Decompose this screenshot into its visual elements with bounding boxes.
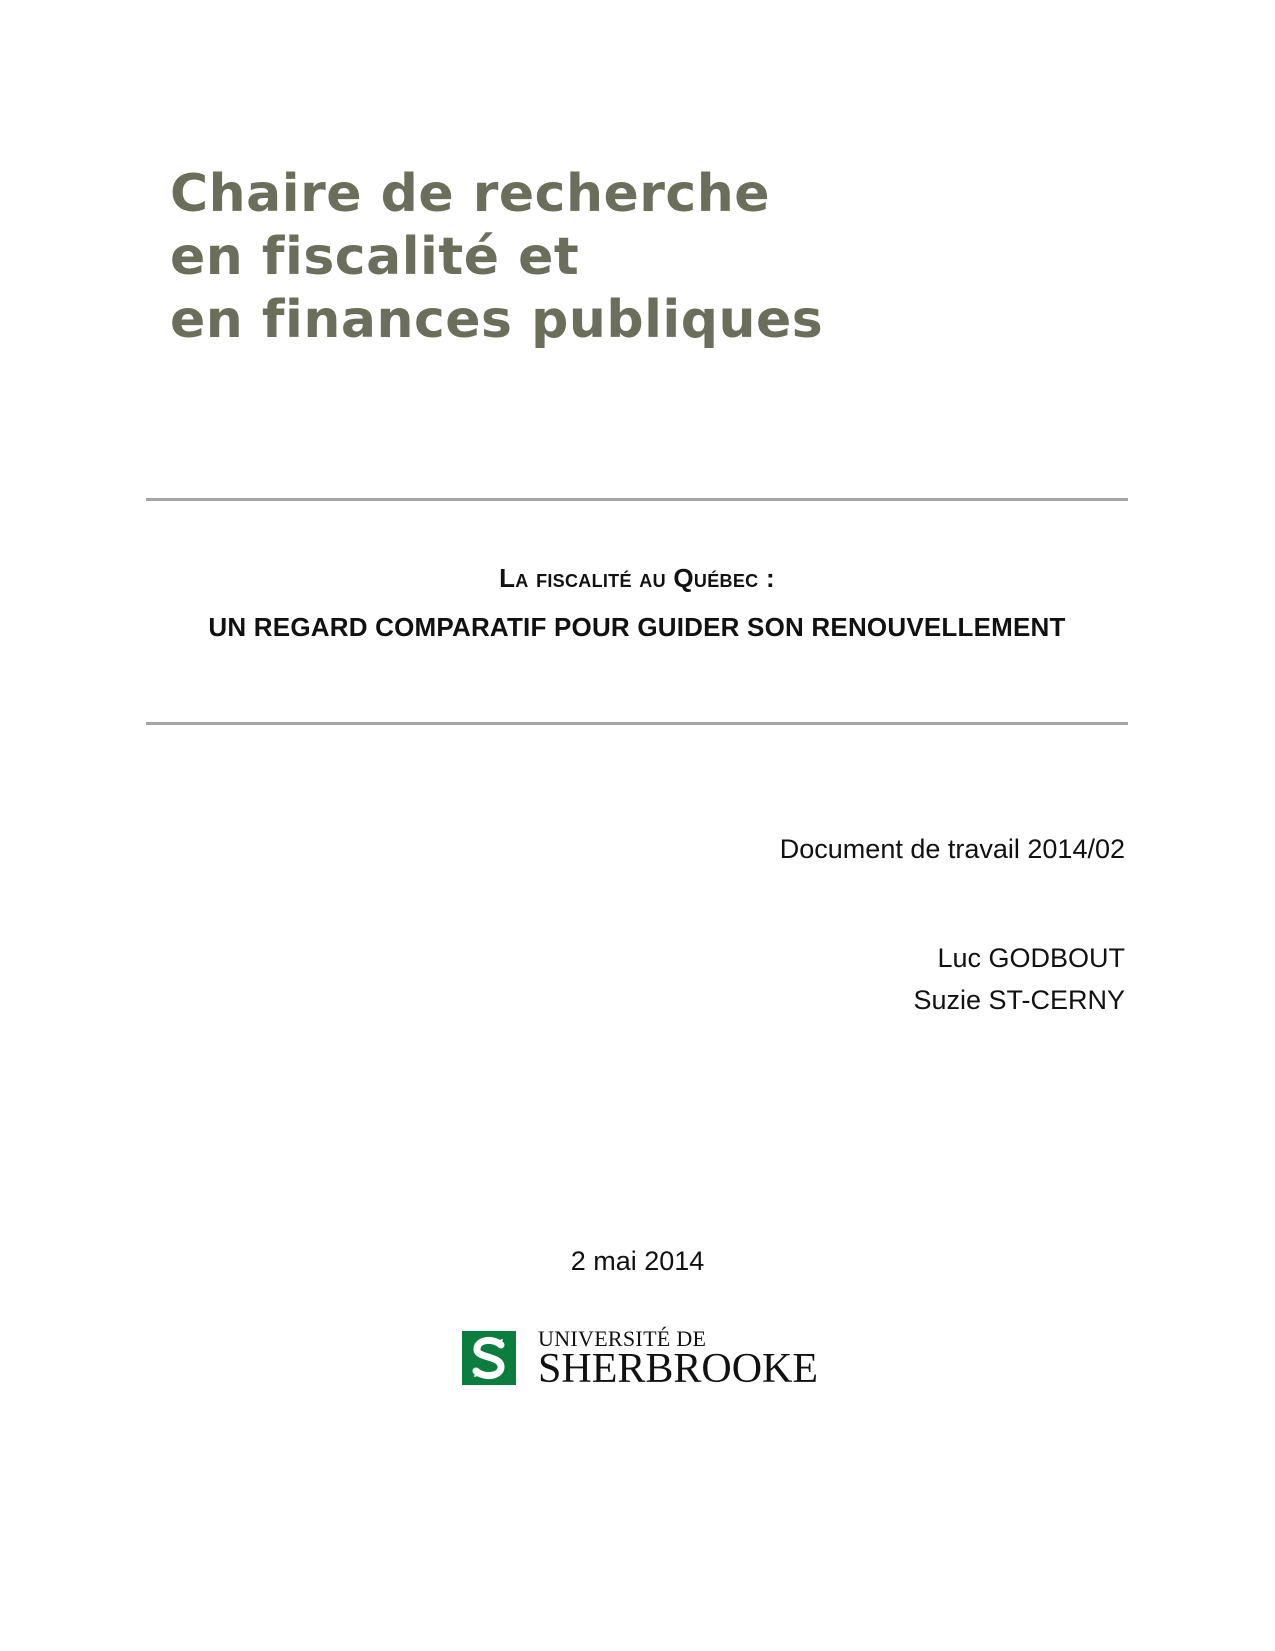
working-paper-number: Document de travail 2014/02 [779,834,1125,864]
author-name: Luc GODBOUT [937,943,1125,973]
chair-title-line: en fiscalité et [170,227,580,287]
document-title [146,558,1128,644]
university-emblem-icon [462,1331,516,1385]
bottom-divider [146,722,1128,725]
chair-title-line: en finances publiques [170,290,824,350]
top-divider [146,498,1128,501]
document-title-main: La fiscalité au Québec : [499,563,775,593]
document-title-subtitle: UN REGARD COMPARATIF POUR GUIDER SON RENOUVELLEMENT [208,612,1066,642]
publication-date: 2 mai 2014 [570,1246,705,1276]
chair-title-line: Chaire de recherche [170,164,770,224]
author-list [913,937,1125,1021]
logo-text-universite: UNIVERSITÉ DE [538,1326,707,1351]
chair-title [170,163,823,352]
author-name: Suzie ST-CERNY [913,985,1125,1015]
logo-text-sherbrooke: SHERBROOKE [538,1346,819,1392]
university-logo [462,1326,842,1392]
